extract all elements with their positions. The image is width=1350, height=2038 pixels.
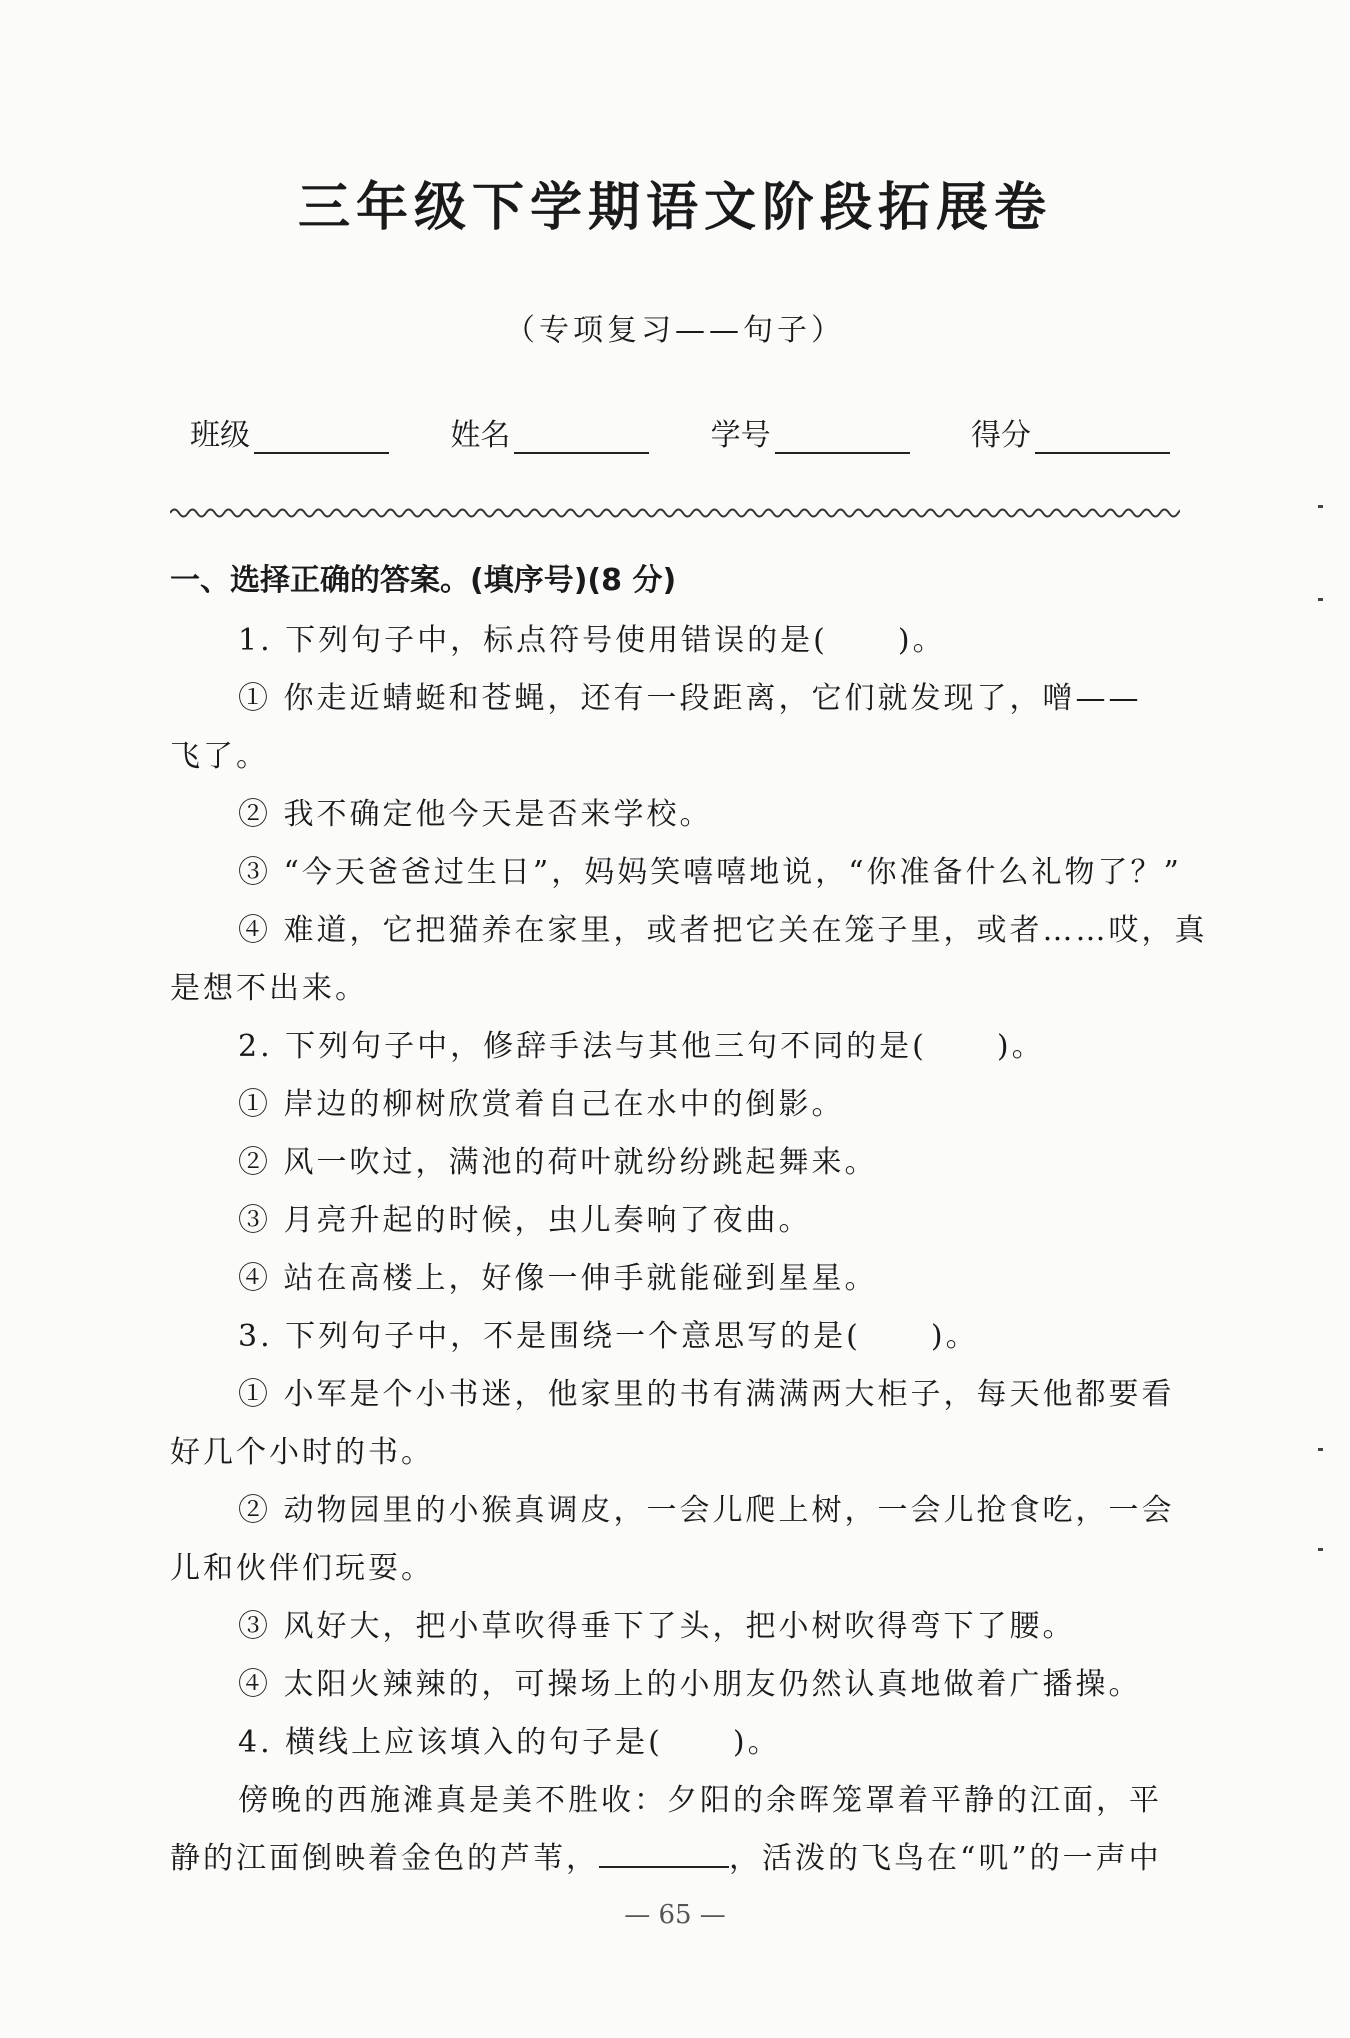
- page-title: 三年级下学期语文阶段拓展卷: [297, 178, 1052, 238]
- page-number: — 65 —: [624, 1900, 726, 1930]
- q4-passage-line-2: 静的江面倒映着金色的芦苇， ，活泼的飞鸟在“叽”的一声中: [170, 1833, 1180, 1877]
- score-blank[interactable]: [1035, 418, 1170, 454]
- wavy-divider: [170, 505, 1180, 521]
- q1-option-1-line-2: 飞了。: [170, 739, 269, 774]
- score-label: 得分: [970, 418, 1031, 453]
- class-label: 班级: [190, 418, 250, 453]
- q3-option-4: ④ 太阳火辣辣的，可操场上的小朋友仍然认真地做着广播操。: [238, 1667, 1142, 1702]
- margin-tick-mark: [1318, 598, 1323, 601]
- q4-fill-blank[interactable]: [599, 1836, 729, 1868]
- q4-passage-line-1: 傍晚的西施滩真是美不胜收：夕阳的余晖笼罩着平静的江面，平: [238, 1783, 1162, 1818]
- q1-option-1-line-1: ① 你走近蜻蜓和苍蝇，还有一段距离，它们就发现了，噌——: [238, 681, 1142, 716]
- name-field: [450, 410, 649, 454]
- q3-option-2-line-1: ② 动物园里的小猴真调皮，一会儿爬上树，一会儿抢食吃，一会: [238, 1493, 1175, 1528]
- q1-option-3: ③ “今天爸爸过生日”，妈妈笑嘻嘻地说，“你准备什么礼物了？”: [238, 855, 1182, 890]
- page-subtitle: （专项复习——句子）: [505, 313, 845, 348]
- student-no-field: [711, 410, 910, 454]
- margin-tick-mark: [1318, 1448, 1323, 1451]
- q3-option-3: ③ 风好大，把小草吹得垂下了头，把小树吹得弯下了腰。: [238, 1609, 1076, 1644]
- name-blank[interactable]: [514, 418, 649, 454]
- class-field: [190, 410, 389, 454]
- section-1-header: 一、选择正确的答案。(填序号)(8 分): [170, 563, 677, 598]
- q3-option-1-line-2: 好几个小时的书。: [170, 1435, 434, 1470]
- q1-option-4-line-2: 是想不出来。: [170, 971, 368, 1006]
- student-info-row: [190, 410, 1170, 454]
- name-label: 姓名: [450, 418, 511, 453]
- q3-option-2-line-2: 儿和伙伴们玩耍。: [170, 1551, 434, 1586]
- class-blank[interactable]: [254, 418, 389, 454]
- q2-option-3: ③ 月亮升起的时候，虫儿奏响了夜曲。: [238, 1203, 812, 1238]
- q3-option-1-line-1: ① 小军是个小书迷，他家里的书有满满两大柜子，每天他都要看: [238, 1377, 1175, 1412]
- q4-stem: 4. 横线上应该填入的句子是( )。: [238, 1725, 781, 1760]
- q1-option-4-line-1: ④ 难道，它把猫养在家里，或者把它关在笼子里，或者……哎，真: [238, 913, 1208, 948]
- q1-stem: 1. 下列句子中，标点符号使用错误的是( )。: [238, 623, 946, 658]
- student-no-blank[interactable]: [775, 418, 910, 454]
- q1-option-2: ② 我不确定他今天是否来学校。: [238, 797, 713, 832]
- score-field: [971, 410, 1170, 454]
- q2-stem: 2. 下列句子中，修辞手法与其他三句不同的是( )。: [238, 1029, 1045, 1064]
- q3-stem: 3. 下列句子中，不是围绕一个意思写的是( )。: [238, 1319, 979, 1354]
- margin-tick-mark: [1318, 1548, 1323, 1551]
- student-no-label: 学号: [710, 418, 771, 453]
- q2-option-1: ① 岸边的柳树欣赏着自己在水中的倒影。: [238, 1087, 845, 1122]
- q2-option-4: ④ 站在高楼上，好像一伸手就能碰到星星。: [238, 1261, 878, 1296]
- q2-option-2: ② 风一吹过，满池的荷叶就纷纷跳起舞来。: [238, 1145, 878, 1180]
- margin-tick-mark: [1318, 505, 1323, 508]
